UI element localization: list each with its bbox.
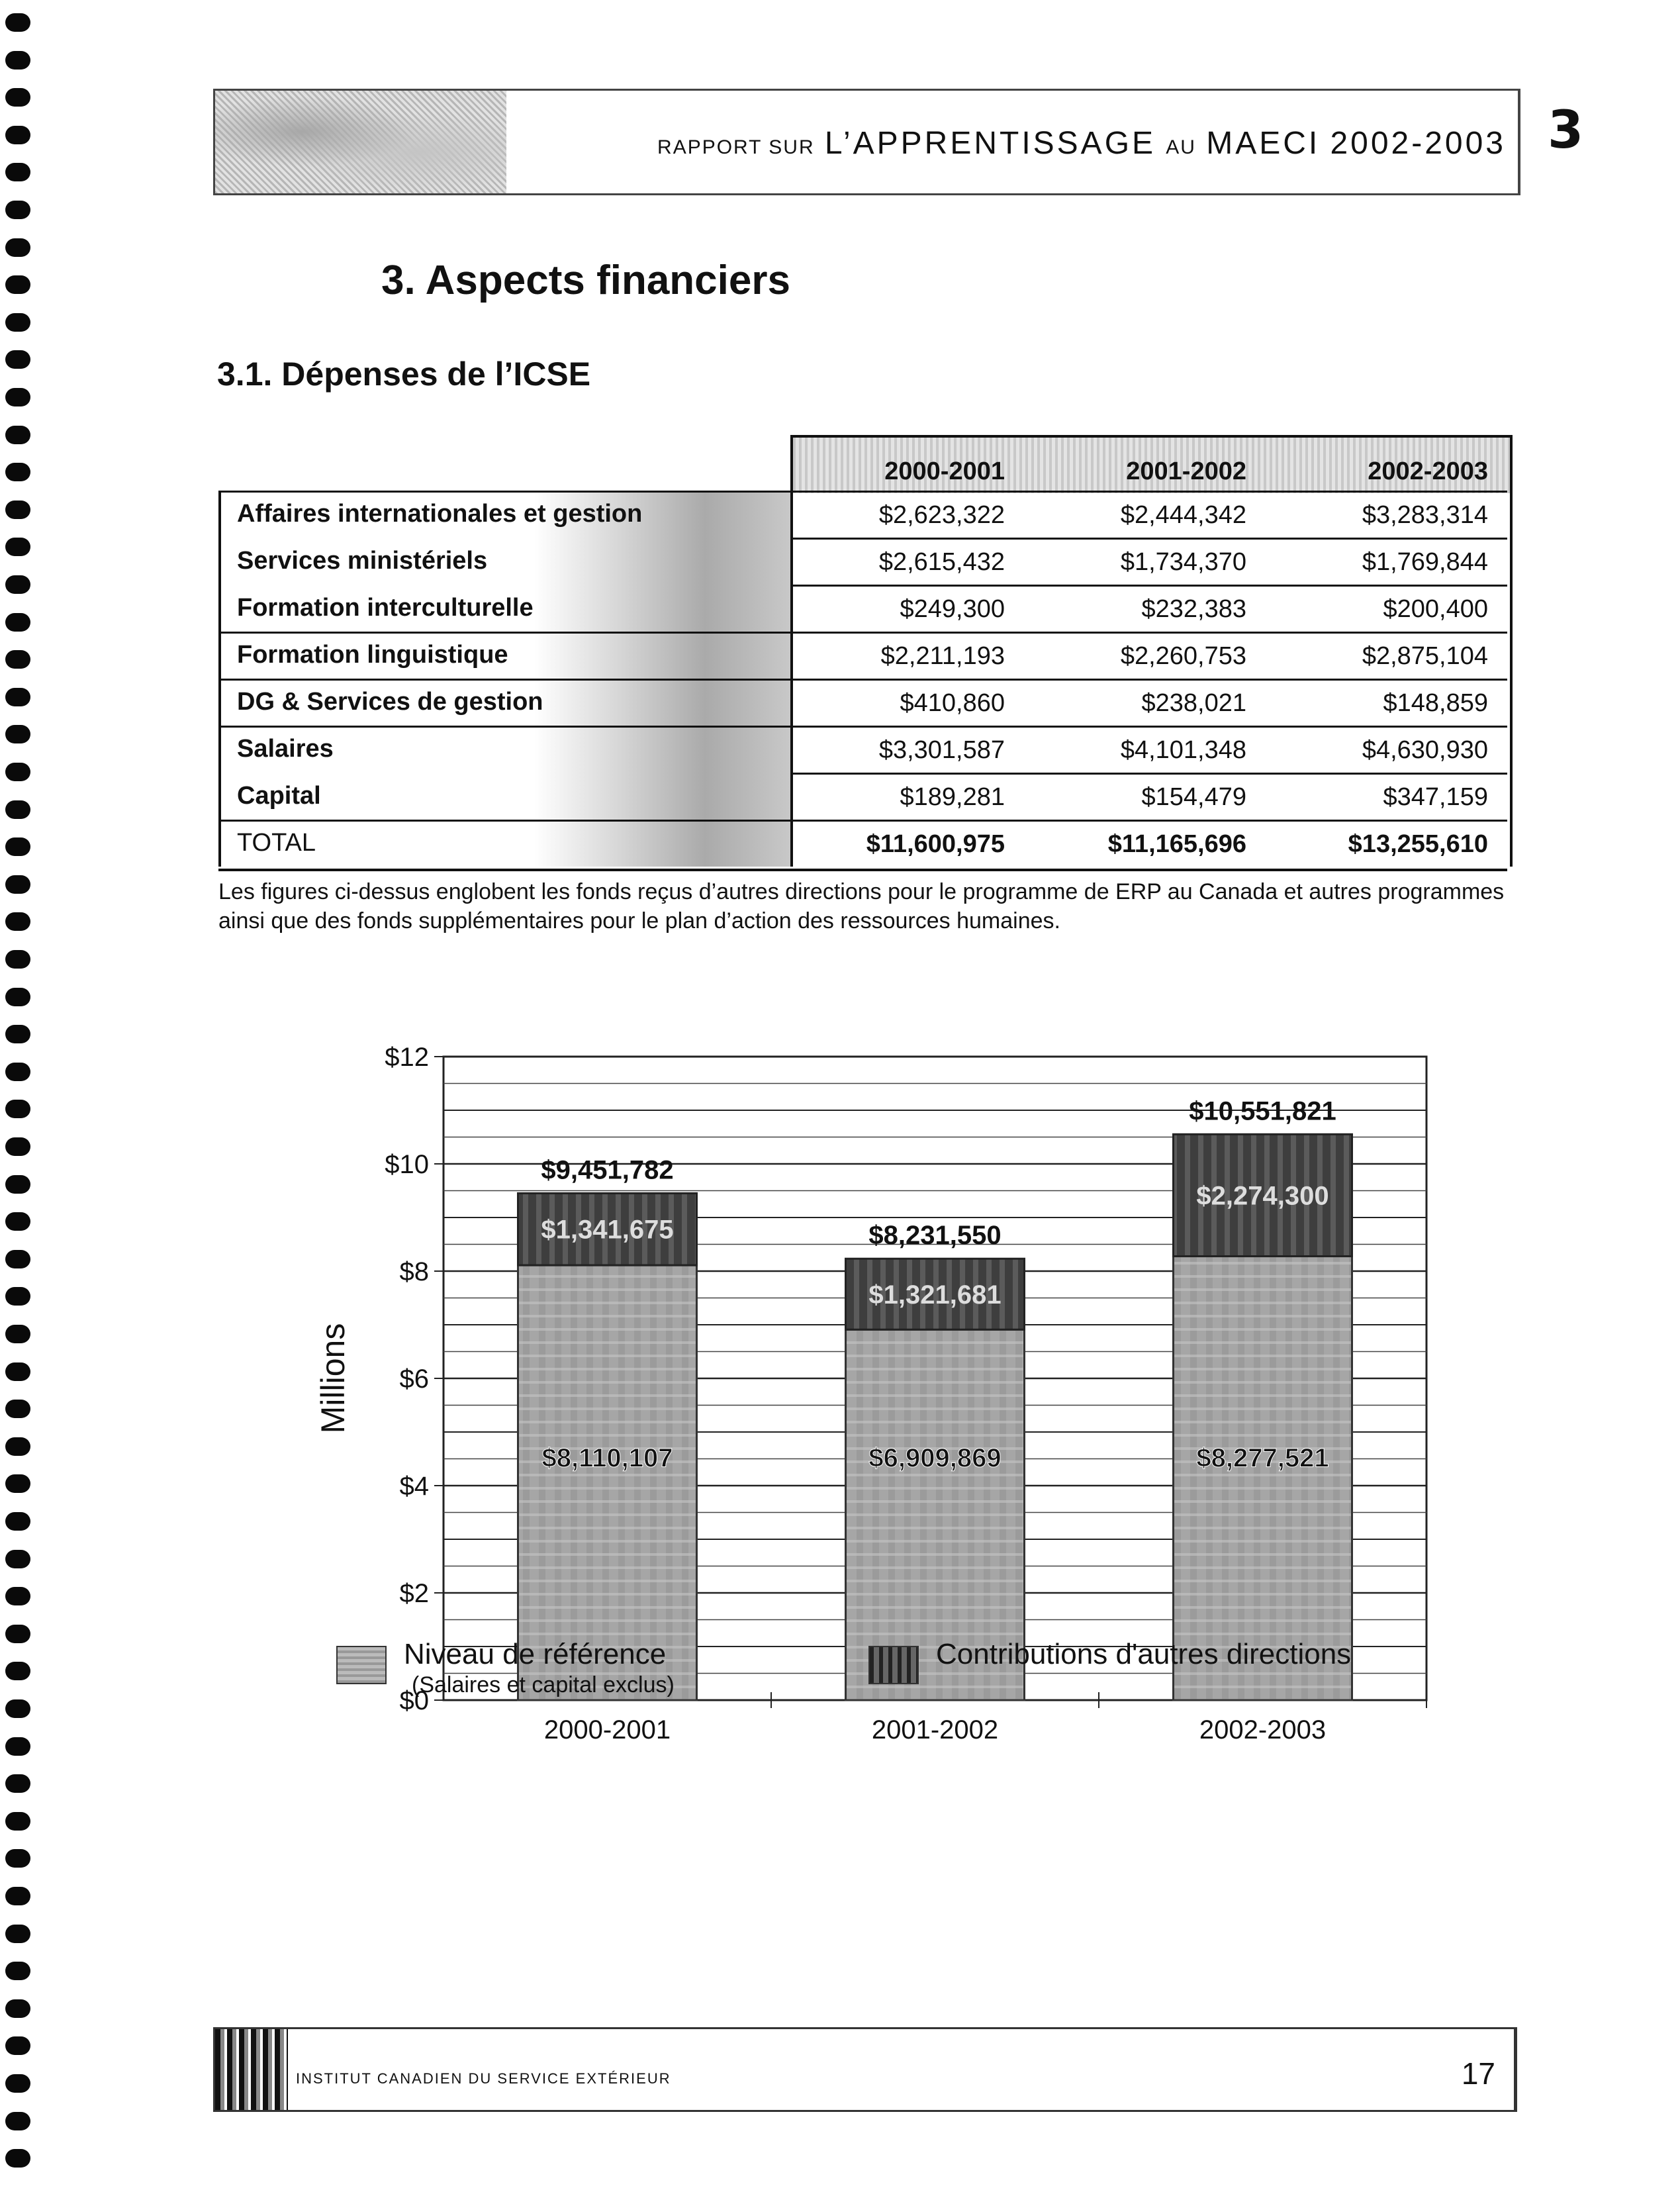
row-label: Formation linguistique — [237, 641, 508, 669]
binding-hole — [5, 688, 30, 706]
cell-value: $1,769,844 — [1362, 548, 1488, 576]
legend-label-baseline: Niveau de référence — [404, 1638, 667, 1670]
binding-hole — [5, 1812, 30, 1831]
cell-value: $232,383 — [1141, 595, 1246, 623]
binding-hole — [5, 1550, 30, 1568]
binding-hole — [5, 1512, 30, 1531]
header-title — [657, 125, 1506, 162]
binding-hole — [5, 238, 30, 257]
cell-value: $3,283,314 — [1362, 501, 1488, 529]
binding-hole — [5, 538, 30, 556]
table-row — [218, 773, 1507, 820]
row-divider — [218, 820, 1507, 822]
table-row — [218, 679, 1507, 726]
row-label: DG & Services de gestion — [237, 688, 543, 716]
row-label-cell — [218, 820, 793, 867]
binding-hole — [5, 800, 30, 819]
binding-hole — [5, 1250, 30, 1268]
y-tick-label: $8 — [399, 1257, 429, 1286]
binding-hole — [5, 613, 30, 632]
binding-hole — [5, 1400, 30, 1418]
binding-hole — [5, 575, 30, 594]
total-value-label: $9,451,782 — [541, 1155, 674, 1185]
table-row — [218, 726, 1507, 773]
binding-hole — [5, 88, 30, 107]
baseline-value-label: $8,277,521 — [1196, 1443, 1329, 1473]
row-label-cell — [218, 773, 793, 820]
row-divider — [218, 632, 1507, 634]
page-header — [213, 89, 1520, 195]
binding-hole — [5, 313, 30, 332]
binding-hole — [5, 1325, 30, 1343]
cell-value: $3,301,587 — [878, 736, 1005, 764]
binding-hole — [5, 1587, 30, 1605]
contributions-value-label: $1,321,681 — [868, 1280, 1002, 1310]
binding-hole — [5, 201, 30, 219]
row-divider — [218, 679, 1507, 681]
row-label-cell — [218, 726, 793, 773]
binding-hole — [5, 950, 30, 969]
binding-hole — [5, 1699, 30, 1718]
binding-hole — [5, 1774, 30, 1793]
cell-value: $2,875,104 — [1362, 642, 1488, 670]
cell-value: $13,255,610 — [1348, 830, 1488, 858]
binding-hole — [5, 1625, 30, 1643]
legend-label-contributions: Contributions d'autres directions — [936, 1638, 1352, 1670]
row-label: Salaires — [237, 735, 334, 763]
binding-hole — [5, 650, 30, 669]
binding-hole — [5, 1962, 30, 1980]
row-divider — [790, 585, 1507, 587]
binding-hole — [5, 1737, 30, 1756]
row-divider — [790, 773, 1507, 775]
column-header: 2000-2001 — [884, 457, 1005, 485]
cell-value: $4,630,930 — [1362, 736, 1488, 764]
row-values — [790, 585, 1513, 632]
binding-hole — [5, 2036, 30, 2055]
subsection-title: 3.1. Dépenses de l’ICSE — [217, 356, 591, 393]
row-label-cell — [218, 679, 793, 726]
page-number: 17 — [1461, 2056, 1495, 2091]
binding-hole — [5, 1999, 30, 2018]
table-bottom-border — [218, 869, 1507, 871]
binding-hole — [5, 1474, 30, 1493]
legend-swatch-contributions — [868, 1646, 919, 1684]
binding-hole — [5, 837, 30, 856]
footer-org: INSTITUT CANADIEN DU SERVICE EXTÉRIEUR — [296, 2070, 671, 2087]
chart-svg — [285, 1043, 1450, 1744]
row-divider — [790, 538, 1507, 540]
binding-hole — [5, 126, 30, 144]
y-axis-label: Millions — [314, 1323, 351, 1434]
row-values — [790, 679, 1513, 726]
cell-value: $2,623,322 — [878, 501, 1005, 529]
header-title-years: 2002-2003 — [1330, 126, 1506, 161]
binding-hole — [5, 13, 30, 32]
row-label-cell — [218, 585, 793, 632]
header-title-prefix: RAPPORT SUR — [657, 136, 815, 158]
row-label: Capital — [237, 782, 321, 810]
table-note: Les figures ci-dessus englobent les fonds reçus d’autres directions pour le programme de ERP au Canada et autres programmes ainsi que des fonds supplémentaires pour le plan d’action des ressources humaines. — [218, 879, 1505, 933]
binding-hole — [5, 1025, 30, 1043]
binding-holes — [5, 13, 32, 2191]
row-values — [790, 632, 1513, 679]
expenses-table — [218, 435, 1507, 869]
cell-value: $410,860 — [900, 689, 1005, 717]
binding-hole — [5, 1925, 30, 1943]
binding-hole — [5, 1212, 30, 1231]
binding-hole — [5, 51, 30, 70]
cell-value: $4,101,348 — [1120, 736, 1246, 764]
cell-value: $189,281 — [900, 783, 1005, 811]
bar-baseline — [1174, 1257, 1352, 1700]
y-tick-label: $0 — [399, 1686, 429, 1715]
table-row — [218, 632, 1507, 679]
column-header: 2002-2003 — [1368, 457, 1488, 485]
cell-value: $2,211,193 — [880, 642, 1005, 670]
table-row — [218, 538, 1507, 585]
total-value-label: $8,231,550 — [868, 1221, 1002, 1251]
row-values — [790, 538, 1513, 585]
row-values — [790, 773, 1513, 820]
binding-hole — [5, 1849, 30, 1868]
y-tick-label: $12 — [385, 1043, 429, 1072]
binding-hole — [5, 2074, 30, 2093]
binding-hole — [5, 2149, 30, 2168]
binding-hole — [5, 1175, 30, 1194]
chapter-number: 3 — [1548, 101, 1584, 160]
table-row — [218, 820, 1507, 867]
row-label-cell — [218, 632, 793, 679]
binding-hole — [5, 1137, 30, 1156]
section-title: 3. Aspects financiers — [381, 258, 790, 303]
binding-hole — [5, 275, 30, 294]
cell-value: $347,159 — [1383, 783, 1488, 811]
binding-hole — [5, 463, 30, 481]
contributions-value-label: $1,341,675 — [541, 1215, 674, 1245]
x-tick-label: 2002-2003 — [1199, 1715, 1327, 1744]
binding-hole — [5, 1287, 30, 1306]
row-label: Formation interculturelle — [237, 594, 534, 622]
binding-hole — [5, 163, 30, 181]
row-divider — [218, 726, 1507, 728]
cell-value: $2,260,753 — [1120, 642, 1246, 670]
cell-value: $148,859 — [1383, 689, 1488, 717]
expenses-chart — [285, 1043, 1450, 1744]
bar-baseline — [518, 1265, 697, 1700]
row-label-cell — [218, 538, 793, 585]
binding-hole — [5, 1662, 30, 1680]
binding-hole — [5, 763, 30, 781]
binding-hole — [5, 501, 30, 519]
binding-hole — [5, 875, 30, 894]
y-tick-label: $4 — [399, 1472, 429, 1501]
row-values — [790, 726, 1513, 773]
cell-value: $200,400 — [1383, 595, 1488, 623]
binding-hole — [5, 1437, 30, 1456]
cell-value: $2,615,432 — [878, 548, 1005, 576]
cell-value: $238,021 — [1141, 689, 1246, 717]
binding-hole — [5, 2112, 30, 2130]
cell-value: $1,734,370 — [1120, 548, 1246, 576]
binding-hole — [5, 1100, 30, 1118]
baseline-value-label: $6,909,869 — [868, 1443, 1002, 1473]
binding-hole — [5, 426, 30, 444]
binding-hole — [5, 912, 30, 931]
cell-value: $11,600,975 — [866, 830, 1005, 858]
page-footer — [213, 2027, 1517, 2112]
y-tick-label: $6 — [399, 1364, 429, 1394]
binding-hole — [5, 388, 30, 406]
header-title-main: L’APPRENTISSAGE — [824, 126, 1156, 161]
baseline-value-label: $8,110,107 — [541, 1443, 673, 1473]
binding-hole — [5, 988, 30, 1006]
row-divider — [218, 491, 1507, 493]
header-image — [215, 91, 506, 193]
header-title-au: AU — [1166, 136, 1196, 158]
row-label: Affaires internationales et gestion — [237, 500, 643, 528]
binding-hole — [5, 1063, 30, 1081]
binding-hole — [5, 725, 30, 743]
legend-swatch-baseline — [336, 1646, 387, 1684]
table-header — [790, 435, 1513, 493]
column-header: 2001-2002 — [1126, 457, 1246, 485]
legend-sublabel-baseline: (Salaires et capital exclus) — [412, 1672, 675, 1697]
cell-value: $249,300 — [900, 595, 1005, 623]
row-label-cell — [218, 491, 793, 538]
total-value-label: $10,551,821 — [1189, 1096, 1336, 1126]
row-values — [790, 491, 1513, 538]
cell-value: $11,165,696 — [1107, 830, 1246, 858]
row-label: TOTAL — [237, 829, 316, 857]
table-row — [218, 491, 1507, 538]
row-values — [790, 820, 1513, 867]
binding-hole — [5, 350, 30, 369]
contributions-value-label: $2,274,300 — [1196, 1181, 1329, 1211]
header-title-org: MAECI — [1206, 126, 1321, 161]
binding-hole — [5, 1887, 30, 1905]
row-label: Services ministériels — [237, 547, 488, 575]
x-tick-label: 2000-2001 — [543, 1715, 671, 1744]
table-row — [218, 585, 1507, 632]
x-tick-label: 2001-2002 — [871, 1715, 999, 1744]
y-tick-label: $10 — [385, 1150, 429, 1179]
y-tick-label: $2 — [399, 1579, 429, 1608]
institute-logo — [215, 2029, 288, 2110]
cell-value: $154,479 — [1141, 783, 1246, 811]
cell-value: $2,444,342 — [1120, 501, 1246, 529]
binding-hole — [5, 1362, 30, 1381]
